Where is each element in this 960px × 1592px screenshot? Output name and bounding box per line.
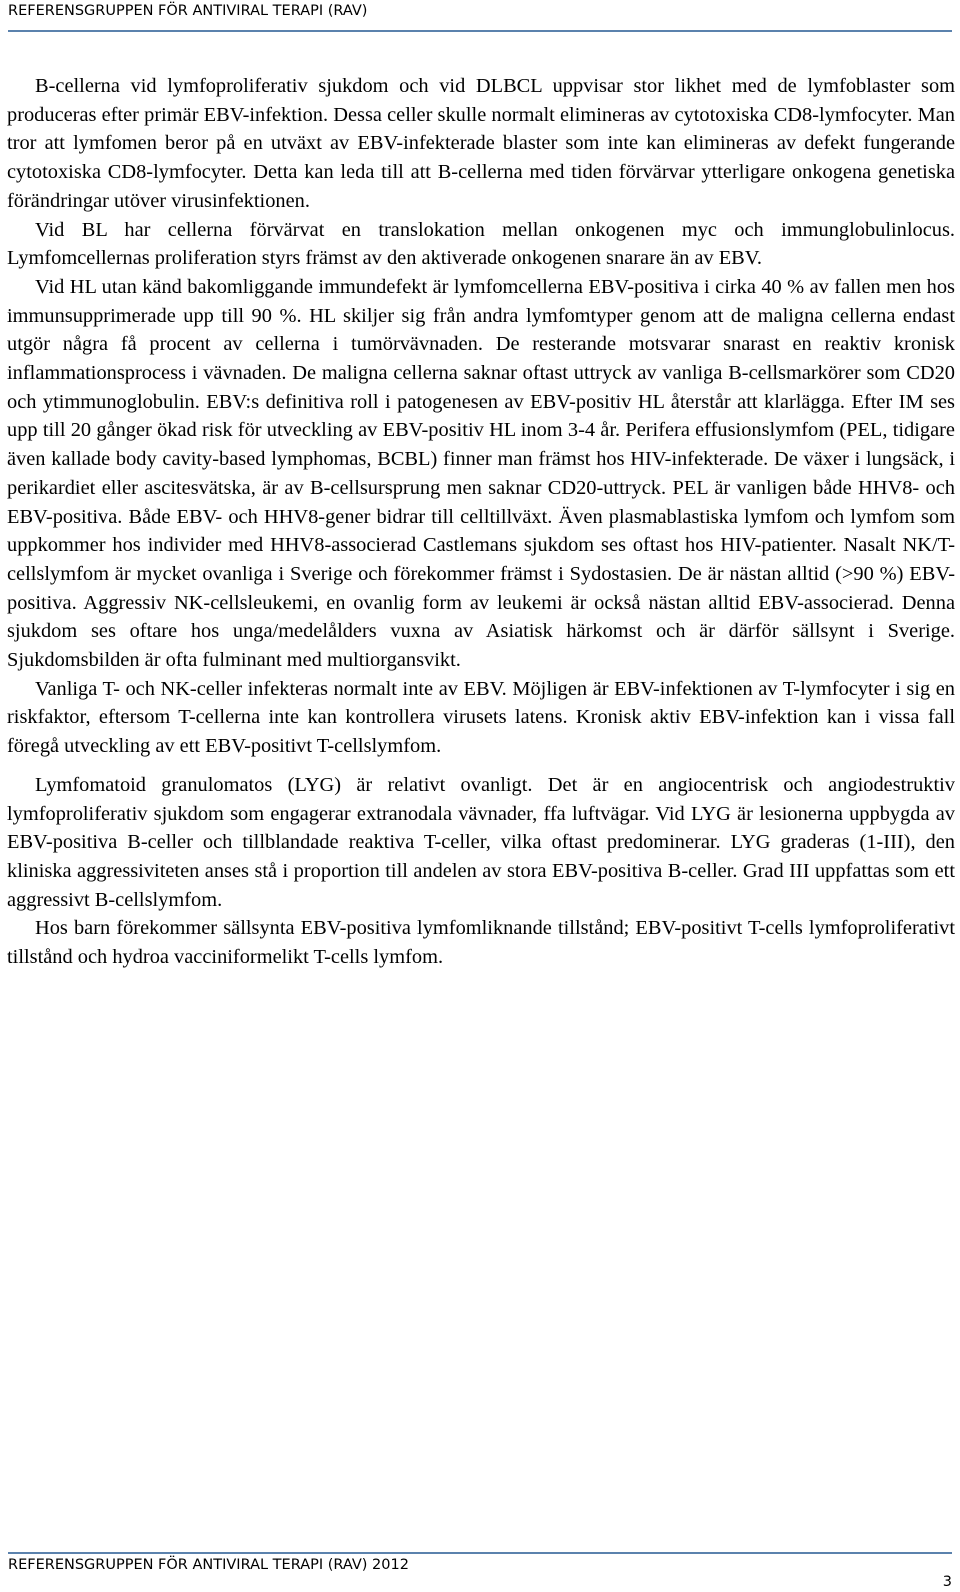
document-body xyxy=(7,72,955,972)
paragraph-lyg: Lymfomatoid granulomatos (LYG) är relativt ovanligt. Det är en angiocentrisk och angiodestruktiv lymfoproliferativ sjukdom som engagerar extranodala vävnader, ffa luftvägar. Vid LYG är lesionerna uppbygda av EBV-positiva B-celler och tillblandade reaktiva T-celler, vilka oftast predominerar. LYG graderas (1-III), den kliniska aggressiviteten anses stå i proportion till andelen av stora EBV-positiva B-celler. Grad III uppfattas som ett aggressivt B-cellslymfom. xyxy=(7,773,955,911)
paragraph-dlbcl: B-cellerna vid lymfoproliferativ sjukdom och vid DLBCL uppvisar stor likhet med de lymfoblaster som produceras efter primär EBV-infektion. Dessa celler skulle normalt elimineras av cytotoxiska CD8-lymfocyter. Man tror att lymfomen beror på en utväxt av EBV-infekterade blaster som inte kan elimineras av defekt fungerande cytotoxiska CD8-lymfocyter. Detta kan leda till att B-cellerna med tiden förvärvar ytterligare onkogena genetiska förändringar utöver virusinfektionen. xyxy=(7,75,955,212)
page-header xyxy=(8,0,952,32)
paragraph-hl: Vid HL utan känd bakomliggande immundefekt är lymfomcellerna EBV-positiva i cirka 40 % av fallen men hos immunsupprimerade upp till 90 %. HL skiljer sig från andra lymfomtyper genom att de maligna cellerna endast utgör några få procent av cellerna i tumörvävnaden. De resterande motsvarar snarast en reaktiv kronisk inflammationsprocess i vävnaden. De maligna cellerna saknar oftast uttryck av vanliga B-cellsmarkörer som CD20 och ytimmunoglobulin. EBV:s definitiva roll i patogenesen av EBV-positiv HL återstår att klarlägga. Efter IM ses upp till 20 gånger ökad risk för utveckling av EBV-positiv HL inom 3-4 år. Perifera effusionslymfom (PEL, tidigare även kallade body cavity-based lymphomas, BCBL) finner man främst hos HIV-infekterade. De växer i lungsäck, i perikardiet eller ascitesvätska, är av B-cellsursprung men saknar CD20-uttryck. PEL är vanligen både HHV8- och EBV-positiva. Både EBV- och HHV8-gener bidrar till celltillväxt. Även plasmablastiska lymfom och lymfom som uppkommer hos individer med HHV8-associerad Castlemans sjukdom ses oftast hos HIV-patienter. Nasalt NK/T- cellslymfom är mycket ovanliga i Sverige och förekommer främst i Sydostasien. De är nästan alltid (>90 %) EBV-positiva. Aggressiv NK-cellsleukemi, en ovanlig form av leukemi är också nästan alltid EBV-associerad. Denna sjukdom ses oftare hos unga/medelålders vuxna av Asiatisk härkomst och är därför sällsynt i Sverige. Sjukdomsbilden är ofta fulminant med multiorgansvikt. xyxy=(7,275,955,672)
paragraph-bl: Vid BL har cellerna förvärvat en translokation mellan onkogenen myc och immunglobulinlocus. Lymfomcellernas proliferation styrs främst av den aktiverade onkogenen snarare än av EBV. xyxy=(7,218,955,270)
paragraph-t-nk-cells: Vanliga T- och NK-celler infekteras normalt inte av EBV. Möjligen är EBV-infektionen av T-lymfocyter i sig en riskfaktor, eftersom T-cellerna inte kan kontrollera virusets latens. Kronisk aktiv EBV-infektion kan i vissa fall föregå utveckling av ett EBV-positivt T-cellslymfom. xyxy=(7,677,955,758)
header-title: REFERENSGRUPPEN FÖR ANTIVIRAL TERAPI (RAV) xyxy=(8,3,368,19)
paragraph-children: Hos barn förekommer sällsynta EBV-positiva lymfomliknande tillstånd; EBV-positivt T-cells lymfoproliferativt tillstånd och hydroa vacciniformelikt T-cells lymfom. xyxy=(7,917,955,969)
footer-text: REFERENSGRUPPEN FÖR ANTIVIRAL TERAPI (RAV) 2012 xyxy=(8,1557,409,1573)
page-footer xyxy=(8,1552,952,1590)
page-number: 3 xyxy=(942,1574,952,1590)
